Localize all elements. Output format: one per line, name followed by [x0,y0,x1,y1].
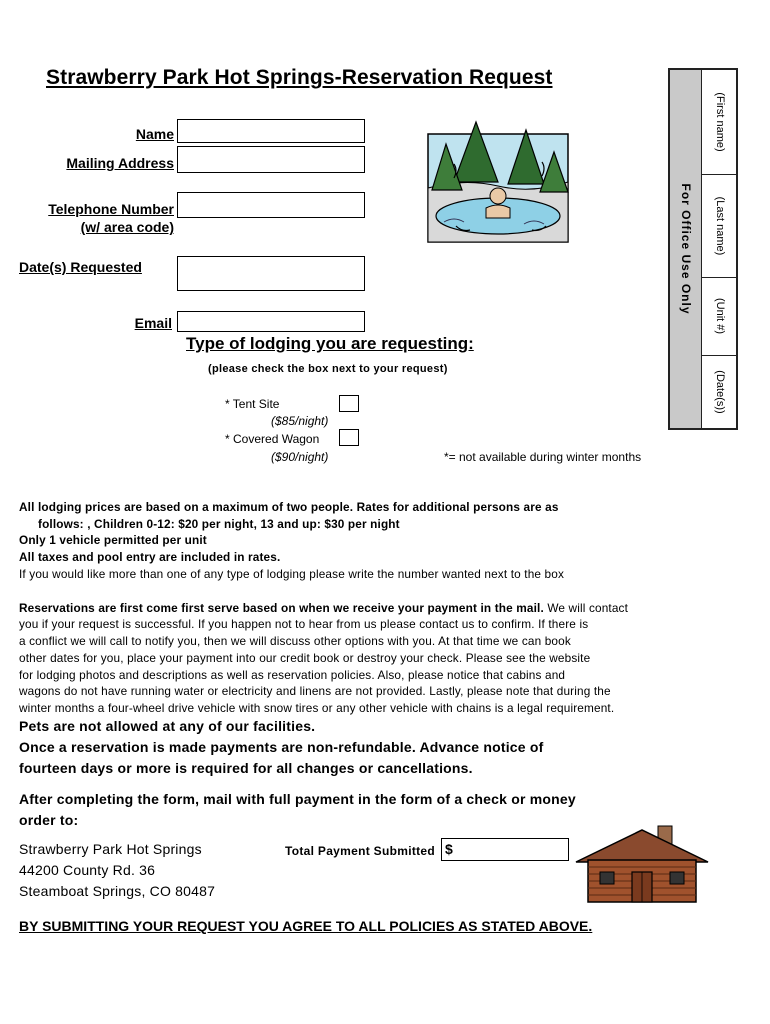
office-unit-cell[interactable] [701,277,738,356]
prices-line-1: All lodging prices are based on a maximum of two people. Rates for additional persons are as [19,500,559,514]
mail-instructions-2: order to: [19,812,79,828]
telephone-sublabel: (w/ area code) [80,219,174,235]
dates-label: Date(s) Requested [19,259,142,275]
refund-policy-2: fourteen days or more is required for all changes or cancellations. [19,760,473,776]
payment-currency: $ [445,841,453,857]
covered-wagon-checkbox[interactable] [339,429,359,446]
name-label: Name [135,126,174,142]
winter-note: *= not available during winter months [444,450,642,464]
telephone-field[interactable] [177,192,365,218]
office-last-name-label: (Last name) [713,196,726,255]
reservations-line-6: wagons do not have running water or electricity and linens are not provided. Lastly, please note that during the [19,684,611,698]
office-dates-cell[interactable] [701,355,738,428]
reservations-line-3: a conflict we will call to notify you, then we will discuss other options with you. At that time we can book [19,634,571,648]
page-title: Strawberry Park Hot Springs-Reservation Request [46,66,553,89]
office-last-name-cell[interactable] [701,174,738,278]
office-first-name-label: (First name) [713,92,726,152]
pets-policy: Pets are not allowed at any of our facilities. [19,718,316,734]
refund-policy-1: Once a reservation is made payments are non-refundable. Advance notice of [19,739,544,755]
name-field[interactable] [177,119,365,143]
office-first-name-cell[interactable] [701,70,738,175]
prices-line-5: If you would like more than one of any type of lodging please write the number wanted next to the box [19,567,565,581]
payment-label: Total Payment Submitted [285,844,436,858]
covered-wagon-label: * Covered Wagon [225,432,320,446]
tent-site-label: * Tent Site [225,397,280,411]
office-use-heading: For Office Use Only [678,183,693,315]
mail-instructions-1: After completing the form, mail with full payment in the form of a check or money [19,791,576,807]
email-field[interactable] [177,311,365,332]
lodging-instruction: (please check the box next to your request) [208,363,448,375]
address-line-2: 44200 County Rd. 36 [19,862,156,878]
office-dates-label: (Date(s)) [713,369,726,414]
address-line-3: Steamboat Springs, CO 80487 [19,883,216,899]
dates-field[interactable] [177,256,365,291]
office-use-panel [668,68,738,430]
mailing-address-label: Mailing Address [66,155,174,171]
tent-site-price: ($85/night) [271,414,329,428]
reservations-line-1-rest: We will contact [543,601,629,615]
office-use-strip [670,70,702,428]
reservations-line-5: for lodging photos and descriptions as well as reservation policies. Also, please notice that cabins and [19,668,566,682]
reservations-line-7: winter months a four-wheel drive vehicle with snow tires or any other vehicle with chains is a legal requirement. [19,701,615,715]
email-label: Email [134,315,172,331]
agreement-statement: BY SUBMITTING YOUR REQUEST YOU AGREE TO ALL POLICIES AS STATED ABOVE. [19,918,593,934]
telephone-label: Telephone Number [48,201,174,217]
hot-springs-illustration [424,118,574,250]
address-line-1: Strawberry Park Hot Springs [19,841,202,857]
payment-field[interactable] [441,838,569,861]
prices-line-4: All taxes and pool entry are included in rates. [19,550,281,564]
reservations-lead: Reservations are first come first serve based on when we receive your payment in the mail. [19,601,544,615]
covered-wagon-price: ($90/night) [271,450,329,464]
tent-site-checkbox[interactable] [339,395,359,412]
reservations-line-1 [19,600,628,617]
reservations-line-2: you if your request is successful. If you happen not to hear from us please contact us to confirm. If there is [19,617,589,631]
prices-line-3: Only 1 vehicle permitted per unit [19,533,207,547]
prices-line-2: follows: , Children 0-12: $20 per night, 13 and up: $30 per night [38,517,400,531]
mailing-address-field[interactable] [177,146,365,173]
cabin-illustration [574,822,710,904]
office-unit-label: (Unit #) [713,297,726,335]
reservations-line-4: other dates for you, place your payment into our credit book or destroy your check. Please see the website [19,651,591,665]
lodging-heading: Type of lodging you are requesting: [186,334,474,353]
